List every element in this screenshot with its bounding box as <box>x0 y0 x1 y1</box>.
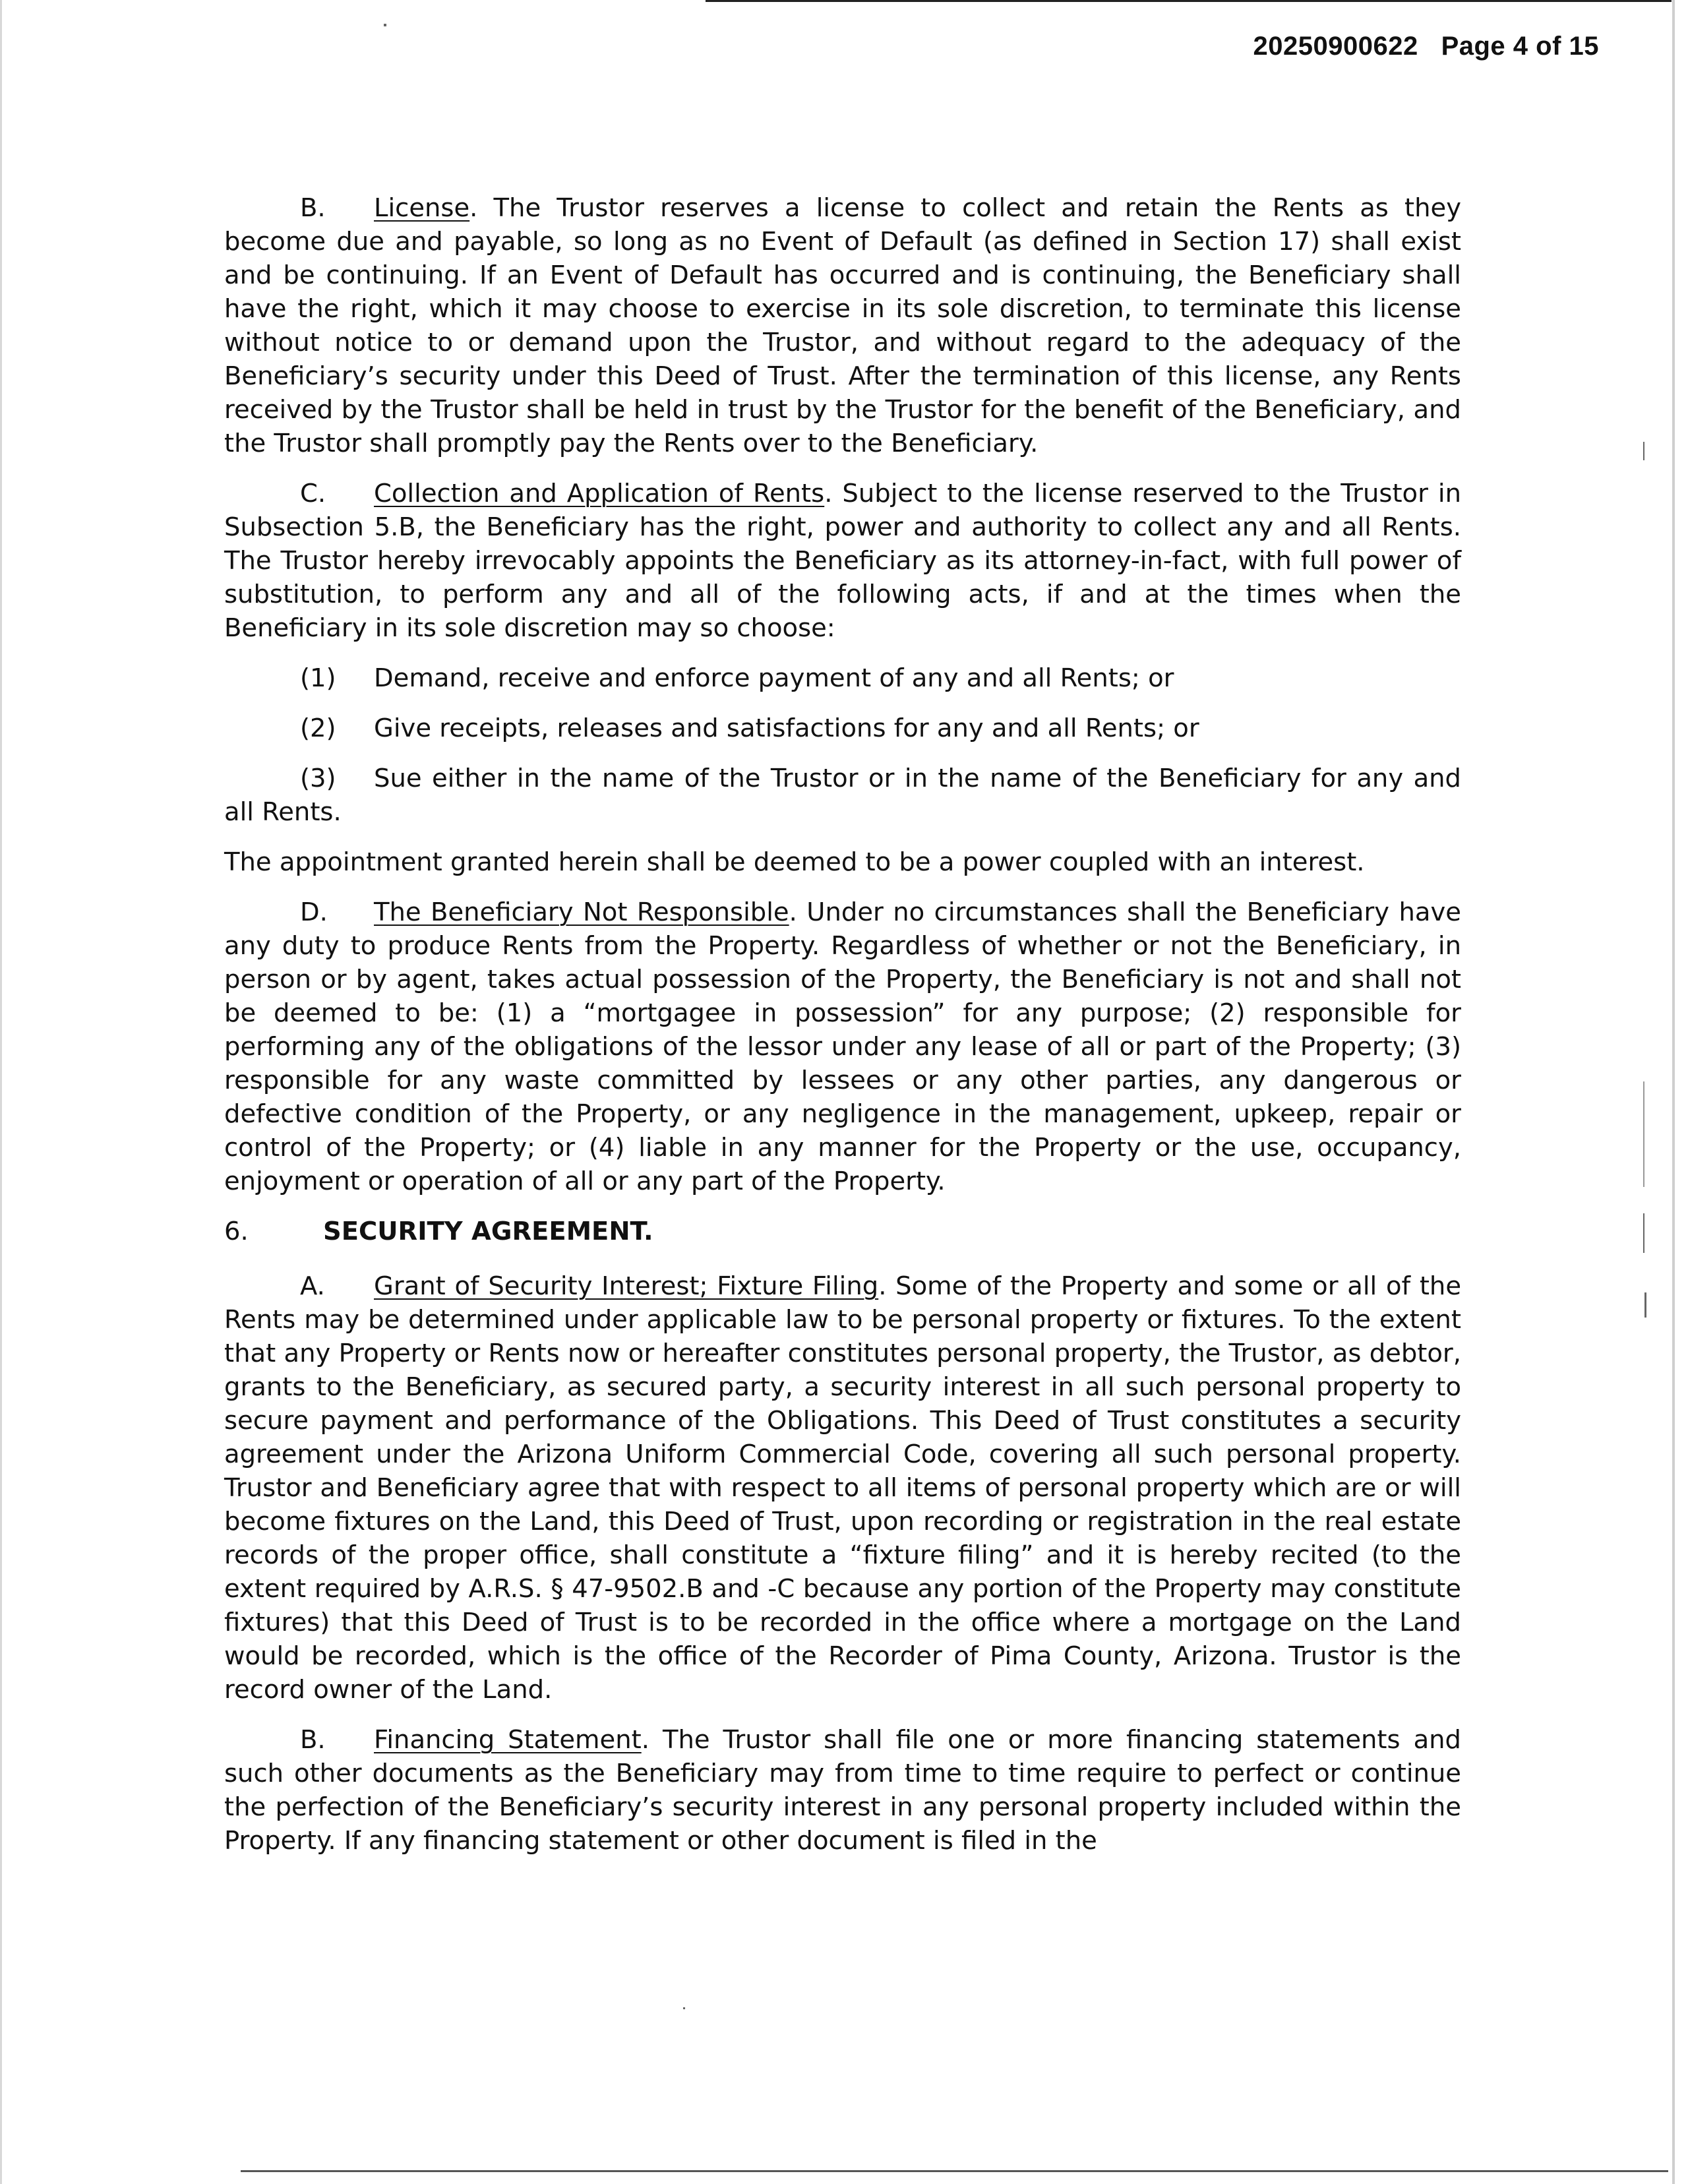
page-header <box>1253 32 1600 61</box>
item-body: . The Trustor reserves a license to collect and retain the Rents as they become due and payable, so long as no Event of Default (as defined in Section 17) shall exist and be continuing. If an Event of Default has occurred and is continuing, the Beneficiary shall have the right, which it may choose to exercise in its sole discretion, to terminate this license without notice to or demand upon the Trustor, and without regard to the adequacy of the Beneficiary’s security under this Deed of Trust. After the termination of this license, any Rents received by the Trustor shall be held in trust by the Trustor for the benefit of the Beneficiary, and the Trustor shall promptly pay the Rents over to the Beneficiary. <box>224 193 1461 458</box>
act-text: Give receipts, releases and satisfactions for any and all Rents; or <box>374 713 1199 743</box>
scan-speck <box>1643 1213 1644 1253</box>
paragraph-5d <box>224 895 1461 1198</box>
item-heading: Grant of Security Interest; Fixture Filing <box>374 1271 879 1301</box>
item-body: . Under no circumstances shall the Beneficiary have any duty to produce Rents from the Property. Regardless of whether or not the Beneficiary, in person or by agent, takes actual possession of the Property, the Beneficiary is not and shall not be deemed to be: (1) a “mortgagee in possession” for any purpose; (2) responsible for performing any of the obligations of the lessor under any lease of all or part of the Property; (3) responsible for any waste committed by lessees or any other parties, any dangerous or defective condition of the Property, or any negligence in the management, upkeep, repair or control of the Property; or (4) liable in any manner for the Property or the use, occupancy, enjoyment or operation of all or any part of the Property. <box>224 897 1461 1196</box>
act-item-3 <box>224 762 1461 829</box>
item-body: . Subject to the license reserved to the Trustor in Subsection 5.B, the Beneficiary has the right, power and authority to collect any and all Rents. The Trustor hereby irrevocably appoints the Beneficiary as its attorney-in-fact, with full power of substitution, to perform any and all of the following acts, if and at the times when the Beneficiary in its sole discretion may so choose: <box>224 479 1461 643</box>
paragraph-6a <box>224 1269 1461 1707</box>
item-letter: D. <box>300 897 328 927</box>
scan-speck <box>384 24 386 26</box>
right-scan-edge <box>1672 0 1675 2184</box>
bottom-border-line <box>241 2170 1668 2172</box>
item-letter: A. <box>300 1271 325 1301</box>
act-item-2 <box>224 712 1461 745</box>
item-heading: Collection and Application of Rents <box>374 479 825 508</box>
act-number: (3) <box>300 764 336 793</box>
top-border-line <box>706 0 1672 2</box>
act-item-1 <box>224 661 1461 695</box>
act-number: (1) <box>300 663 336 693</box>
document-body <box>224 191 1461 1874</box>
section-6-heading <box>224 1215 1461 1248</box>
act-text: Demand, receive and enforce payment of any and all Rents; or <box>374 663 1174 693</box>
item-letter: B. <box>300 193 326 223</box>
item-heading: Financing Statement <box>374 1725 642 1755</box>
appointment-paragraph: The appointment granted herein shall be deemed to be a power coupled with an interest. <box>224 847 1365 877</box>
paragraph-5b <box>224 191 1461 460</box>
item-body: . The Trustor shall file one or more financing statements and such other documents as the Beneficiary may from time to time require to perfect or continue the perfection of the Beneficiary’s security interest in any personal property included within the Property. If any financing statement or other document is filed in the <box>224 1725 1461 1856</box>
recording-number: 20250900622 <box>1253 32 1418 61</box>
item-heading: License <box>374 193 470 223</box>
section-number: 6. <box>224 1217 249 1246</box>
section-title: SECURITY AGREEMENT. <box>323 1217 653 1246</box>
item-letter: C. <box>300 479 326 508</box>
scan-speck <box>1643 442 1644 460</box>
item-body: . Some of the Property and some or all of the Rents may be determined under applicable law to be personal property or fixtures. To the extent that any Property or Rents now or hereafter constitutes personal property, the Trustor, as debtor, grants to the Beneficiary, as secured party, a security interest in all such personal property to secure payment and performance of the Obligations. This Deed of Trust constitutes a security agreement under the Arizona Uniform Commercial Code, covering all such personal property. Trustor and Beneficiary agree that with respect to all items of personal property which are or will become fixtures on the Land, this Deed of Trust, upon recording or registration in the real estate records of the proper office, shall constitute a “fixture filing” and it is hereby recited (to the extent required by A.R.S. § 47-9502.B and -C because any portion of the Property may constitute fixtures) that this Deed of Trust is to be recorded in the office where a mortgage on the Land would be recorded, which is the office of the Recorder of Pima County, Arizona. Trustor is the record owner of the Land. <box>224 1271 1461 1705</box>
scan-speck <box>1644 1292 1646 1318</box>
paragraph-6b <box>224 1723 1461 1858</box>
scan-speck <box>1643 1081 1644 1187</box>
act-number: (2) <box>300 713 336 743</box>
act-text: Sue either in the name of the Trustor or in the name of the Beneficiary for any and all Rents. <box>224 764 1461 827</box>
page-indicator: Page 4 of 15 <box>1441 32 1599 61</box>
left-scan-edge <box>0 0 2 2184</box>
item-letter: B. <box>300 1725 326 1755</box>
paragraph-5c <box>224 477 1461 645</box>
item-heading: The Beneficiary Not Responsible <box>374 897 789 927</box>
scan-speck <box>683 2007 685 2009</box>
